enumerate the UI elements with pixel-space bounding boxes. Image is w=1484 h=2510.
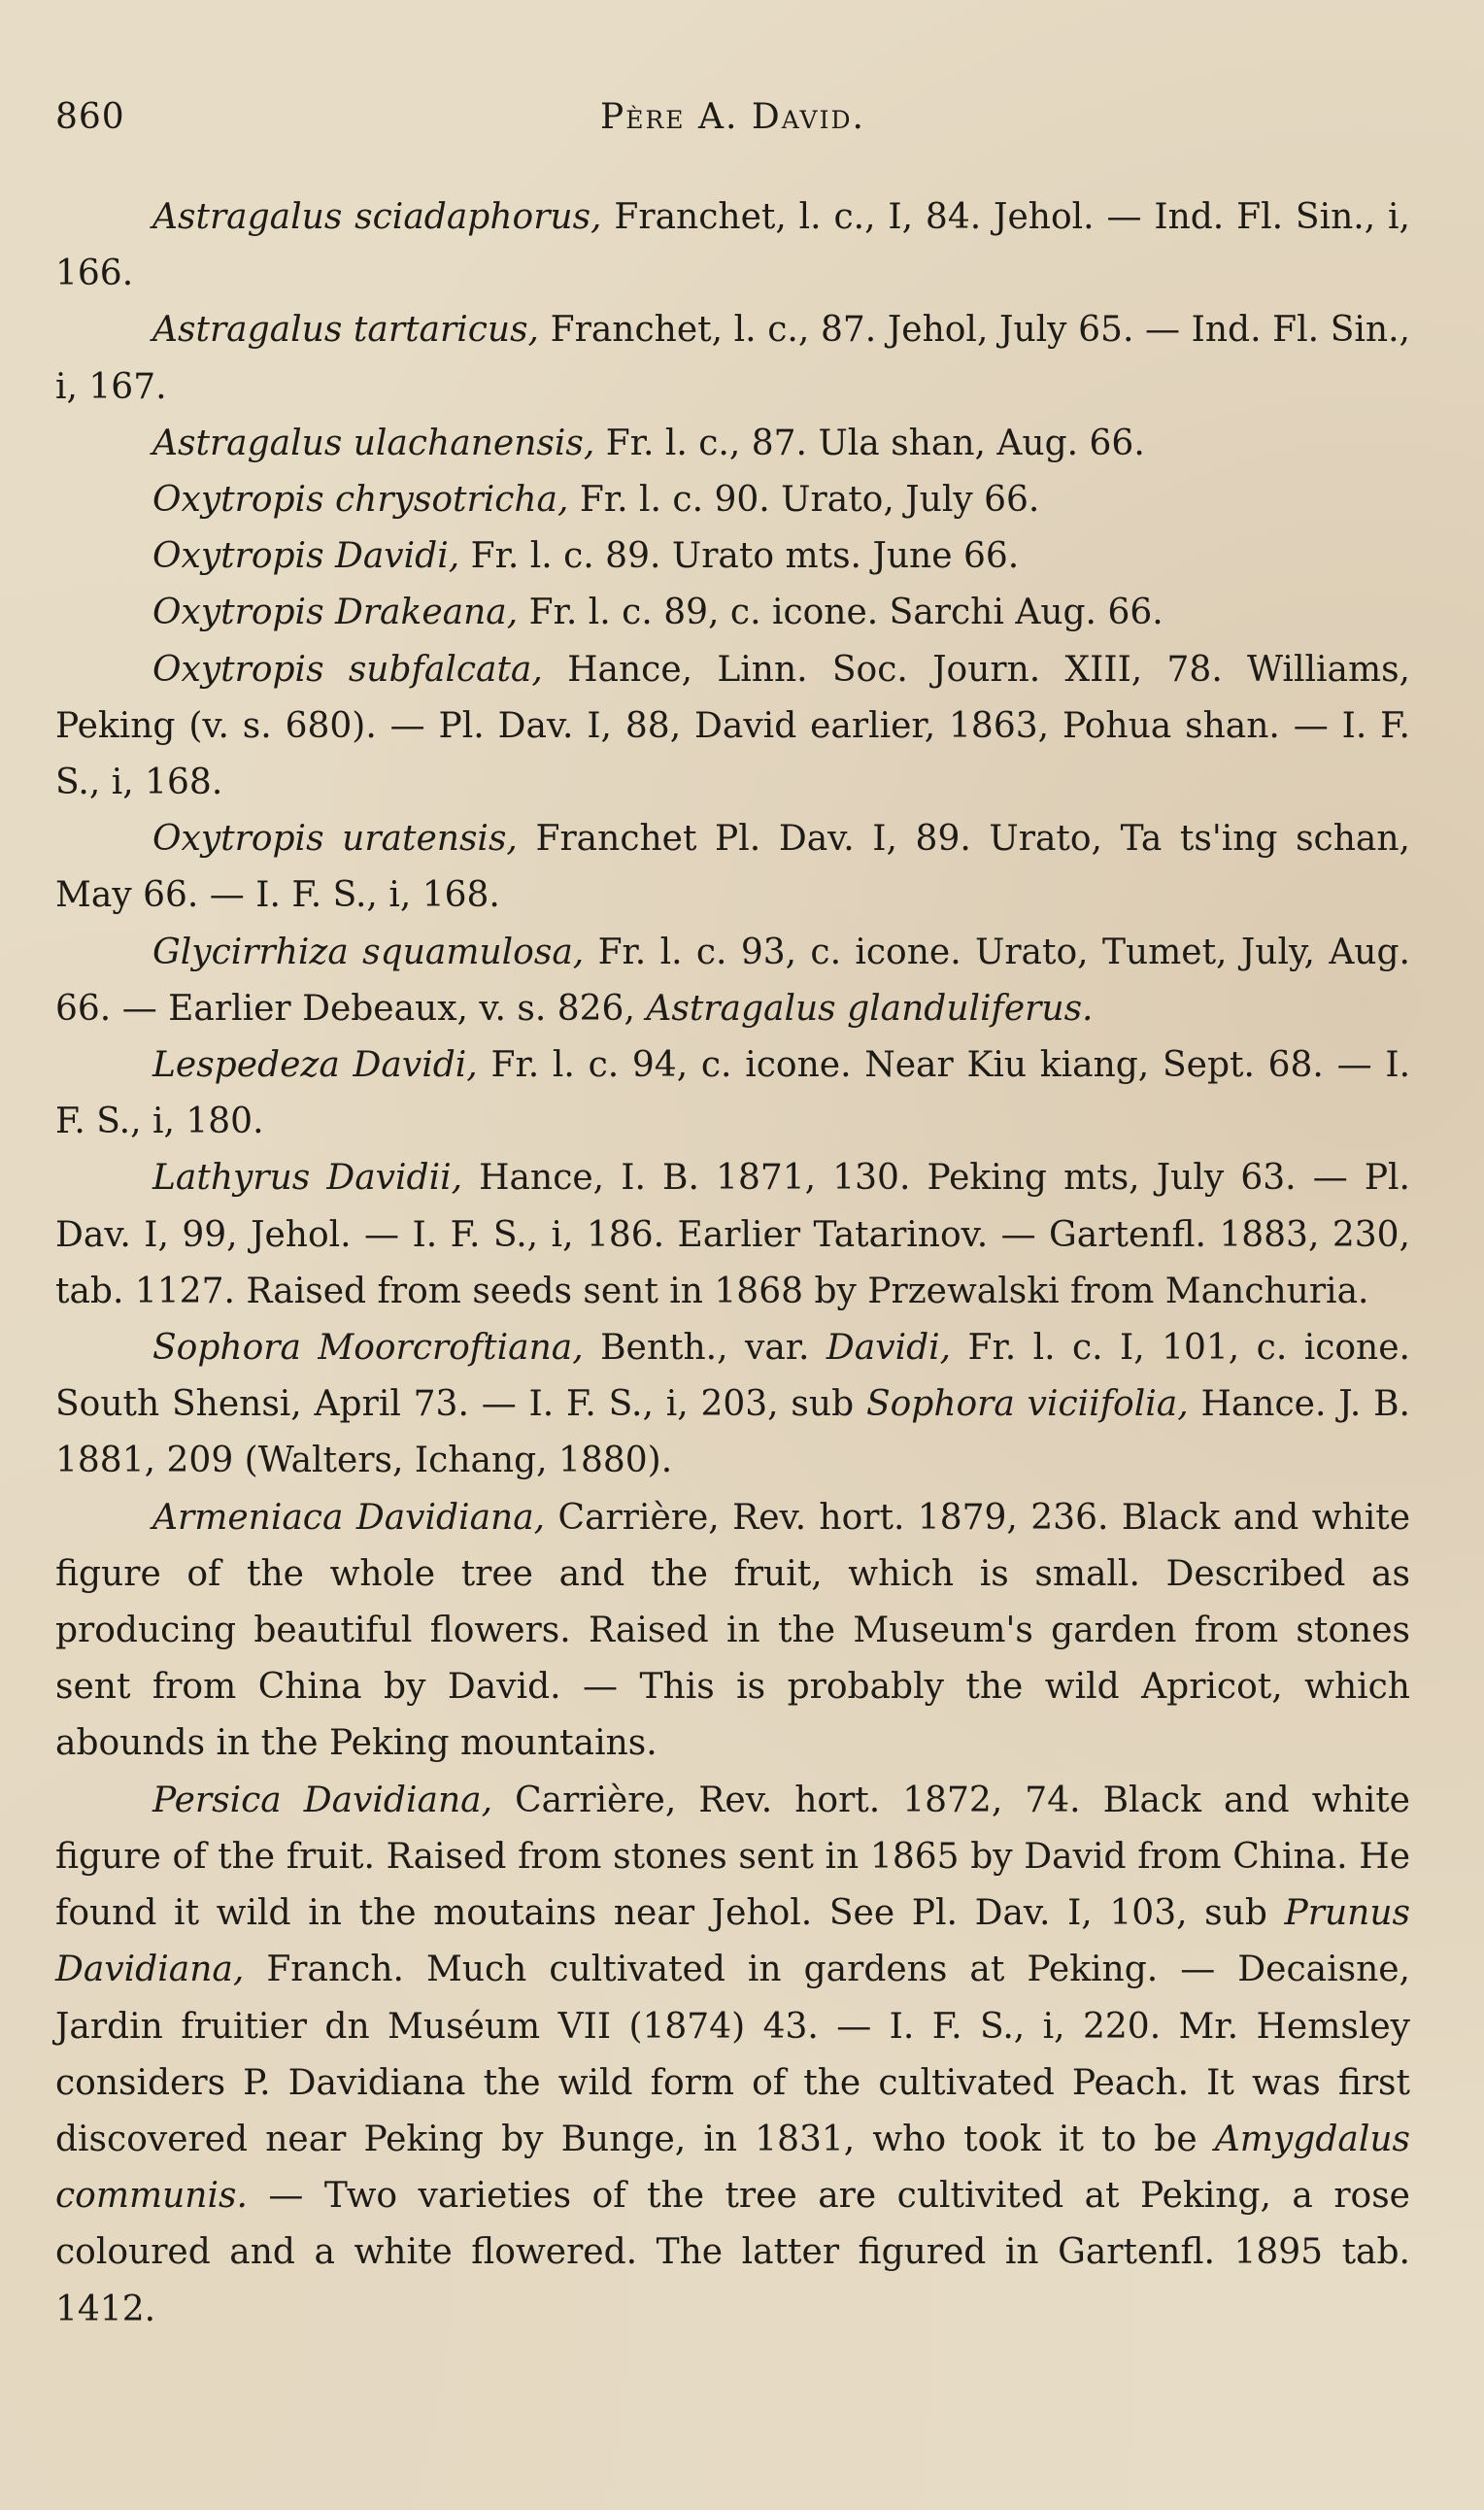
species-name: Astragalus ulachanensis,	[152, 423, 595, 463]
running-head	[55, 97, 1410, 155]
entry-text: Carrière, Rev. hort. 1872, 74. Black and white figure of the fruit. Raised from stones sent in 1865 by David from China. He found it wild in the moutains near Jehol. See Pl. Dav. I, 103, sub	[55, 1780, 1410, 1934]
entry-text: Carrière, Rev. hort. 1879, 236. Black and white figure of the whole tree and the fruit, which is small. Described as producing beautiful flowers. Raised in the Museum's garden from stones sent from China by David. — This is probably the wild Apricot, which abounds in the Peking mountains.	[55, 1497, 1410, 1764]
entry-text-3: — Two varieties of the tree are cultivited at Peking, a rose coloured and a white flowered. The latter figured in Gartenfl. 1895 tab. 1412.	[55, 2176, 1410, 2329]
species-name: Oxytropis uratensis,	[152, 819, 518, 860]
entry-text: Franchet Pl. Dav. I, 89. Urato, Ta ts'ing schan, May 66. — I. F. S., i, 168.	[55, 819, 1410, 916]
entry-text: Hance, Linn. Soc. Journ. XIII, 78. Williams, Peking (v. s. 680). — Pl. Dav. I, 88, David earlier, 1863, Pohua shan. — I. F. S., i, 168.	[55, 649, 1410, 803]
species-name: Persica Davidiana,	[152, 1780, 493, 1820]
entry-oxytropis-drakeana	[55, 585, 1410, 641]
entry-oxytropis-uratensis	[55, 811, 1410, 924]
page-number: 860	[55, 97, 125, 137]
entry-astragalus-tartaricus	[55, 302, 1410, 415]
entry-text: Fr. l. c., 87. Ula shan, Aug. 66.	[594, 423, 1145, 463]
entry-text: Fr. l. c. 89. Urato mts. June 66.	[459, 536, 1020, 577]
running-title: Père A. David.	[600, 97, 865, 137]
species-name: Oxytropis subfalcata,	[152, 649, 543, 690]
entry-text-2: Franch. Much cultivated in gardens at Peking. — Decaisne, Jardin fruitier dn Muséum VII (1874) 43. — I. F. S., i, 220. Mr. Hemsley considers P. Davidiana the wild form of the cultivated Peach. It was first discovered near Peking by Bunge, in 1831, who took it to be	[55, 1950, 1410, 2159]
species-name: Sophora Moorcroftiana,	[152, 1328, 584, 1369]
species-name: Oxytropis Drakeana,	[152, 593, 519, 633]
entry-text-2: Fr. l. c. I, 101, c. icone. South Shensi, April 73. — I. F. S., i, 203, sub	[55, 1328, 1410, 1425]
body-text	[55, 189, 1410, 2338]
species-name: Oxytropis Davidi,	[152, 536, 460, 577]
entry-text: Hance, I. B. 1871, 130. Peking mts, July 63. — Pl. Dav. I, 99, Jehol. — I. F. S., i, 186. Earlier Tatarinov. — Gartenfl. 1883, 230, tab. 1127. Raised from seeds sent in 1868 by Przewalski from Manchuria.	[55, 1158, 1410, 1311]
entry-oxytropis-subfalcata	[55, 642, 1410, 812]
entry-text: Franchet, l. c., 87. Jehol, July 65. — Ind. Fl. Sin., i, 167.	[55, 310, 1411, 407]
species-name: Astragalus sciadaphorus,	[152, 197, 602, 237]
entry-text-3: Hance. J. B. 1881, 209 (Walters, Ichang, 1880).	[55, 1384, 1410, 1481]
species-name: Lespedeza Davidi,	[152, 1045, 478, 1086]
species-name-synonym-2: Amygdalus communis.	[55, 2119, 1410, 2217]
species-name: Astragalus tartaricus,	[152, 310, 539, 351]
entry-astragalus-sciadaphorus	[55, 189, 1410, 302]
species-name-synonym: Sophora viciifolia,	[865, 1384, 1189, 1425]
species-name: Armeniaca Davidiana,	[152, 1497, 546, 1538]
entry-armeniaca-davidiana	[55, 1490, 1410, 1773]
entry-glycirrhiza-squamulosa	[55, 925, 1410, 1037]
entry-sophora-moorcroftiana	[55, 1320, 1410, 1490]
entry-text: Benth., var.	[583, 1328, 826, 1369]
entry-lathyrus-davidii	[55, 1150, 1410, 1320]
entry-text: Fr. l. c. 90. Urato, July 66.	[568, 480, 1040, 521]
entry-astragalus-ulachanensis	[55, 416, 1410, 472]
entry-oxytropis-chrysotricha	[55, 472, 1410, 528]
entry-lespedeza-davidi	[55, 1037, 1410, 1150]
entry-text: Fr. l. c. 89, c. icone. Sarchi Aug. 66.	[518, 593, 1164, 633]
variety-name: Davidi,	[826, 1328, 952, 1369]
species-name-synonym: Astragalus glanduliferus.	[646, 988, 1094, 1029]
entry-oxytropis-davidi	[55, 528, 1410, 585]
entry-text: Fr. l. c. 94, c. icone. Near Kiu kiang, Sept. 68. — I. F. S., i, 180.	[55, 1045, 1411, 1142]
entry-text: Franchet, l. c., I, 84. Jehol. — Ind. Fl. Sin., i, 166.	[55, 197, 1410, 294]
species-name: Oxytropis chrysotricha,	[152, 480, 569, 521]
entry-text: Fr. l. c. 93, c. icone. Urato, Tumet, July, Aug. 66. — Earlier Debeaux, v. s. 826,	[55, 932, 1410, 1029]
species-name: Glycirrhiza squamulosa,	[152, 932, 585, 972]
species-name: Lathyrus Davidii,	[152, 1158, 463, 1199]
species-name-synonym: Prunus Davidiana,	[55, 1893, 1410, 1990]
entry-persica-davidiana	[55, 1773, 1410, 2338]
